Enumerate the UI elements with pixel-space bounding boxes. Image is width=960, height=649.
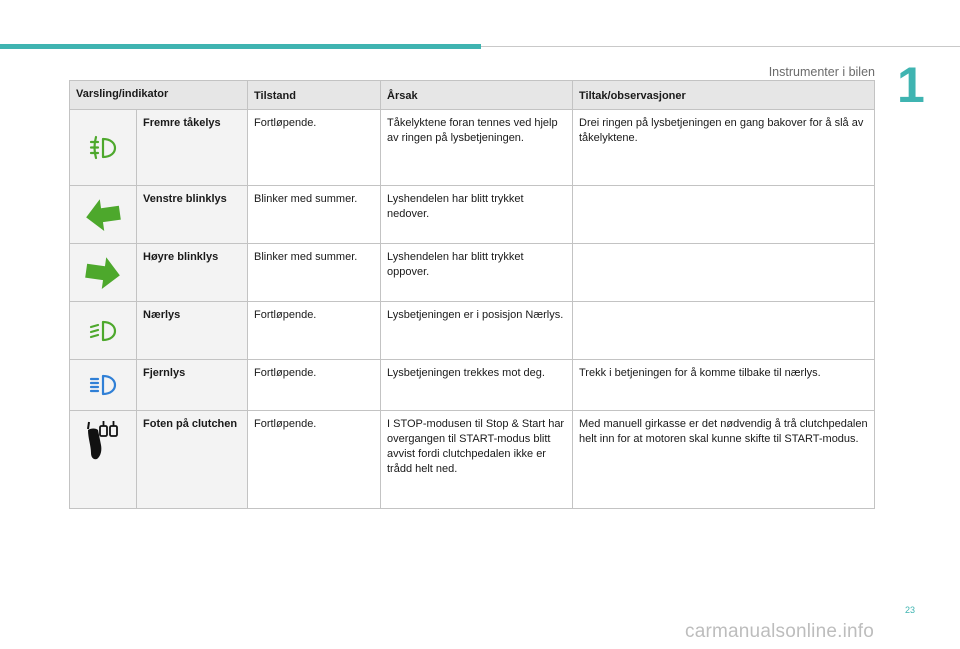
column-header-state: Tilstand [248,81,381,110]
indicator-name: Fjernlys [137,360,248,411]
table-row [70,411,875,509]
indicator-state: Blinker med summer. [248,186,381,244]
indicator-name: Høyre blinklys [137,244,248,302]
indicator-cause: Lyshendelen har blitt trykket oppover. [381,244,573,302]
column-header-action: Tiltak/observasjoner [573,81,875,110]
indicator-state: Blinker med summer. [248,244,381,302]
indicator-action: Drei ringen på lysbetjeningen en gang bakover for å slå av tåkelyktene. [573,110,875,186]
watermark: carmanualsonline.info [685,621,875,642]
column-header-cause: Årsak [381,81,573,110]
indicator-cause: Lysbetjeningen er i posisjon Nærlys. [381,302,573,360]
indicator-state: Fortløpende. [248,302,381,360]
indicator-state: Fortløpende. [248,411,381,509]
indicator-action [573,302,875,360]
indicator-action: Med manuell girkasse er det nødvendig å trå clutchpedalen helt inn for at motoren skal kunne skifte til START-modus. [573,411,875,509]
indicator-name: Foten på clutchen [137,411,248,509]
indicator-action: Trekk i betjeningen for å komme tilbake til nærlys. [573,360,875,411]
right-turn-signal-icon [84,255,122,291]
column-header-indicator: Varsling/indikator [70,81,248,110]
indicator-action [573,186,875,244]
indicator-state: Fortløpende. [248,110,381,186]
front-fog-light-icon [88,135,118,161]
indicator-cause: I STOP-modusen til Stop & Start har overgangen til START-modus blitt avvist fordi clutchpedalen ikke er trådd helt ned. [381,411,573,509]
indicator-cause: Lyshendelen har blitt trykket nedover. [381,186,573,244]
table-header-row [70,81,875,110]
indicator-name: Venstre blinklys [137,186,248,244]
dipped-beam-icon [88,319,118,343]
indicator-name: Fremre tåkelys [137,110,248,186]
indicator-table [69,80,875,509]
left-turn-signal-icon [84,197,122,233]
indicator-name: Nærlys [137,302,248,360]
indicator-cause: Lysbetjeningen trekkes mot deg. [381,360,573,411]
table-row [70,360,875,411]
table-row [70,302,875,360]
table-row [70,110,875,186]
foot-on-clutch-icon [85,419,121,461]
table-row [70,244,875,302]
table-row [70,186,875,244]
main-beam-icon [88,373,118,397]
page-number: 23 [905,605,916,615]
indicator-state: Fortløpende. [248,360,381,411]
indicator-cause: Tåkelyktene foran tennes ved hjelp av ringen på lysbetjeningen. [381,110,573,186]
indicator-action [573,244,875,302]
chapter-number: 1 [897,57,925,113]
chapter-title: Instrumenter i bilen [768,65,875,79]
header-divider [481,46,960,47]
header-accent-bar [0,44,481,49]
